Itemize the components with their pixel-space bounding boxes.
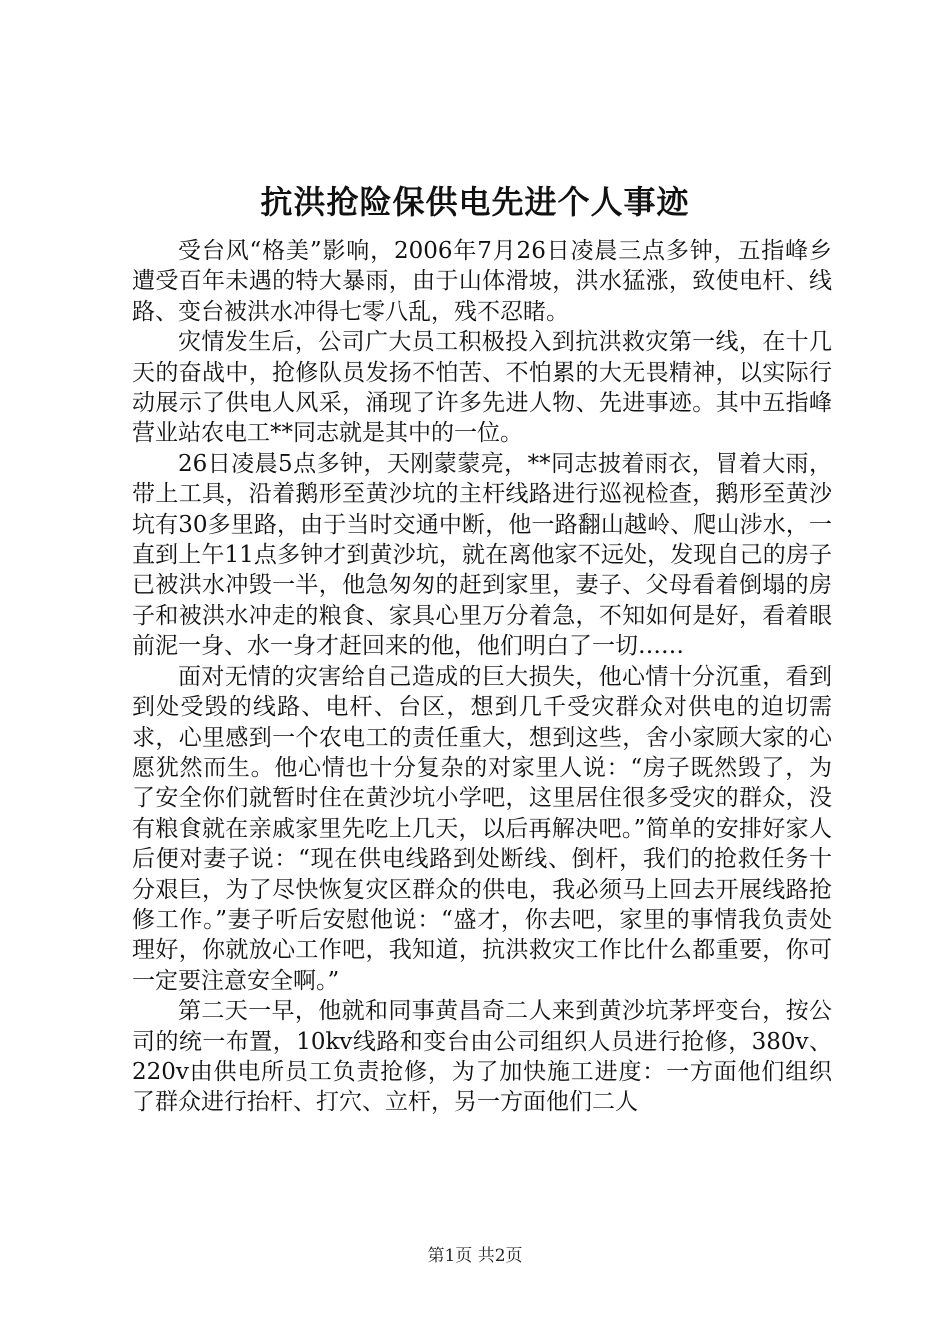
paragraph: 受台风“格美”影响，2006年7月26日凌晨三点多钟，五指峰乡遭受百年未遇的特大暴雨，由于山体滑坡，洪水猛涨，致使电杆、线路、变台被洪水冲得七零八乱，残不忍睹。: [132, 238, 832, 325]
page-title: 抗洪抢险保供电先进个人事迹: [260, 183, 690, 221]
document-body: [132, 236, 832, 1118]
paragraph: 26日凌晨5点多钟，天刚蒙蒙亮，**同志披着雨衣，冒着大雨，带上工具，沿着鹅形至黄沙坑的主杆线路进行巡视检查，鹅形至黄沙坑有30多里路，由于当时交通中断，他一路翻山越岭、爬山涉水，一直到上午11点多钟才到黄沙坑，就在离他家不远处，发现自己的房子已被洪水冲毁一半，他急匆匆的赶到家里，妻子、父母看着倒塌的房子和被洪水冲走的粮食、家具心里万分着急，不知如何是好，看着眼前泥一身、水一身才赶回来的他，他们明白了一切……: [132, 450, 832, 660]
paragraph: 面对无情的灾害给自己造成的巨大损失，他心情十分沉重，看到到处受毁的线路、电杆、台区，想到几千受灾群众对供电的迫切需求，心里感到一个农电工的责任重大，想到这些，舍小家顾大家的心愿犹然而生。他心情也十分复杂的对家里人说：“房子既然毁了，为了安全你们就暂时住在黄沙坑小学吧，这里居住很多受灾的群众，没有粮食就在亲戚家里先吃上几天，以后再解决吧。”简单的安排好家人后便对妻子说：“现在供电线路到处断线、倒杆，我们的抢救任务十分艰巨，为了尽快恢复灾区群众的供电，我必须马上回去开展线路抢修工作。”妻子听后安慰他说：“盛才，你去吧，家里的事情我负责处理好，你就放心工作吧，我知道，抗洪救灾工作比什么都重要，你可一定要注意安全啊。”: [132, 663, 832, 994]
paragraph: 第二天一早，他就和同事黄昌奇二人来到黄沙坑茅坪变台，按公司的统一布置，10kv线路和变台由公司组织人员进行抢修，380v、220v由供电所员工负责抢修，为了加快施工进度：一方面他们组织了群众进行抬杆、打穴、立杆，另一方面他们二人: [132, 998, 832, 1116]
paragraph: 灾情发生后，公司广大员工积极投入到抗洪救灾第一线，在十几天的奋战中，抢修队员发扬不怕苦、不怕累的大无畏精神，以实际行动展示了供电人风采，涌现了许多先进人物、先进事迹。其中五指峰营业站农电工**同志就是其中的一位。: [132, 329, 832, 447]
page-footer: 第1页 共2页: [427, 1246, 523, 1266]
